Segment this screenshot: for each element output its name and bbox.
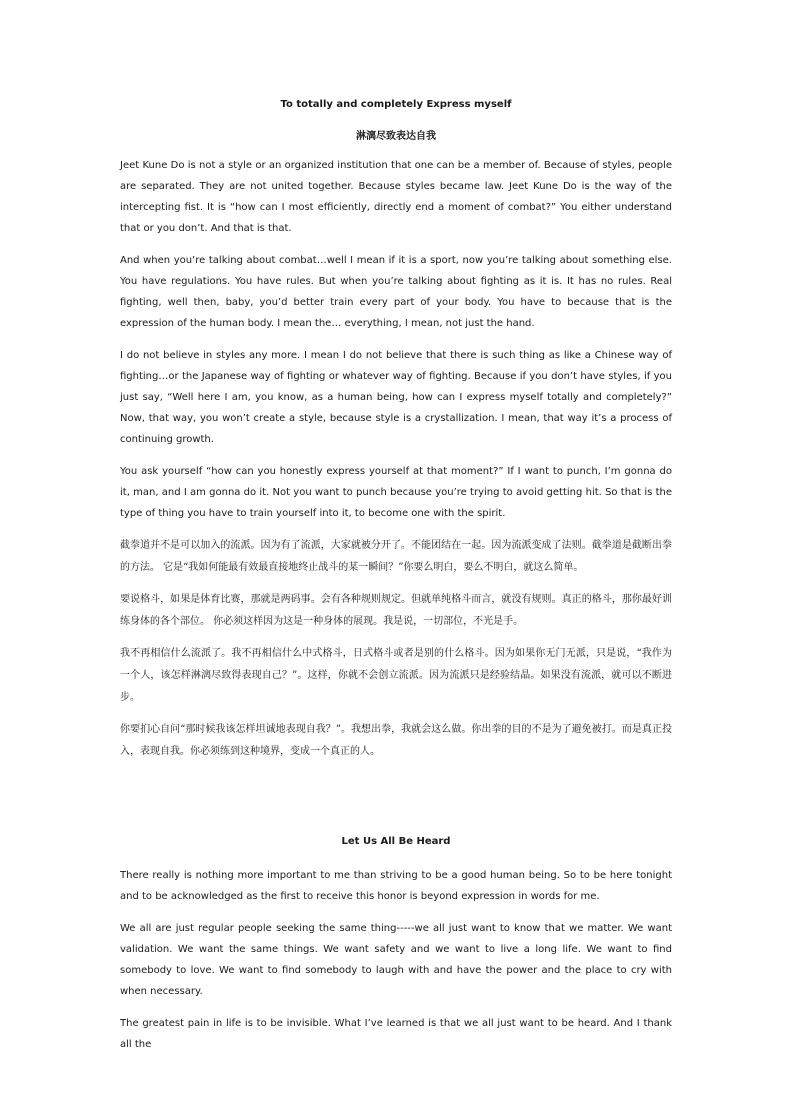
paragraph-en-4: You ask yourself “how can you honestly express yourself at that moment?” If I want to punch, I’m gonna do it, man, and I am gonna do it. Not you want to punch because you’re trying to avoid getting hit. So that is the type of thing you have to train yourself into it, to become one with the spirit. bbox=[120, 466, 672, 519]
section-let-us-all-be-heard bbox=[120, 834, 672, 1066]
section2-paragraph-3: The greatest pain in life is to be invisible. What I’ve learned is that we all just want to be heard. And I thank all the bbox=[120, 1018, 672, 1050]
section-express-myself bbox=[120, 97, 672, 773]
paragraph-cn-3: 我不再相信什么流派了。我不再相信什么中式格斗，日式格斗或者是别的什么格斗。因为如果你无门无派，只是说，“我作为一个人，该怎样淋漓尽致得表现自己？”。这样，你就不会创立流派。因为流派只是经验结晶。如果没有流派，就可以不断进步。 bbox=[120, 648, 672, 703]
section2-paragraph-2: We all are just regular people seeking the same thing-----we all just want to know that we matter. We want validation. We want the same things. We want safety and we want to live a long life. We want to find somebody to love. We want to find somebody to laugh with and have the power and the place to cry with when necessary. bbox=[120, 923, 672, 997]
paragraph-cn-2: 要说格斗，如果是体育比赛，那就是两码事。会有各种规则规定。但就单纯格斗而言，就没有规则。真正的格斗，那你最好训练身体的各个部位。 你必须这样因为这是一种身体的展现。我是说，一切部位，不光是手。 bbox=[120, 594, 672, 627]
paragraph-cn-4: 你要扪心自问“那时候我该怎样坦诚地表现自我？”。我想出拳，我就会这么做。你出拳的目的不是为了避免被打。而是真正投入，表现自我。你必须练到这种境界，变成一个真正的人。 bbox=[120, 724, 672, 757]
section2-title: Let Us All Be Heard bbox=[341, 836, 451, 847]
section2-paragraph-1: There really is nothing more important to me than striving to be a good human being. So to be here tonight and to be acknowledged as the first to receive this honor is beyond expression in words for me. bbox=[120, 870, 672, 902]
section-title: To totally and completely Express myself bbox=[280, 99, 512, 110]
section-subtitle-cn: 淋漓尽致表达自我 bbox=[356, 131, 436, 142]
paragraph-cn-1: 截拳道并不是可以加入的流派。因为有了流派，大家就被分开了。不能团结在一起。因为流派变成了法则。截拳道是截断出拳的方法。 它是“我如何能最有效最直接地终止战斗的某一瞬间？”你要么明白，要么不明白，就这么简单。 bbox=[120, 540, 672, 573]
paragraph-en-1: Jeet Kune Do is not a style or an organized institution that one can be a member of. Because of styles, people are separated. They are not united together. Because styles became law. Jeet Kune Do is the way of the intercepting fist. It is “how can I most efficiently, directly end a moment of combat?” You either understand that or you don’t. And that is that. bbox=[120, 160, 672, 234]
paragraph-en-2: And when you’re talking about combat…well I mean if it is a sport, now you’re talking about something else. You have regulations. You have rules. But when you’re talking about fighting as it is. It has no rules. Real fighting, well then, baby, you’d better train every part of your body. You have to because that is the expression of the human body. I mean the… everything, I mean, not just the hand. bbox=[120, 255, 672, 329]
paragraph-en-3: I do not believe in styles any more. I mean I do not believe that there is such thing as like a Chinese way of fighting…or the Japanese way of fighting or whatever way of fighting. Because if you don’t have styles, if you just say, “Well here I am, you know, as a human being, how can I express myself totally and completely?” Now, that way, you won’t create a style, because style is a crystallization. I mean, that way it’s a process of continuing growth. bbox=[120, 350, 672, 445]
